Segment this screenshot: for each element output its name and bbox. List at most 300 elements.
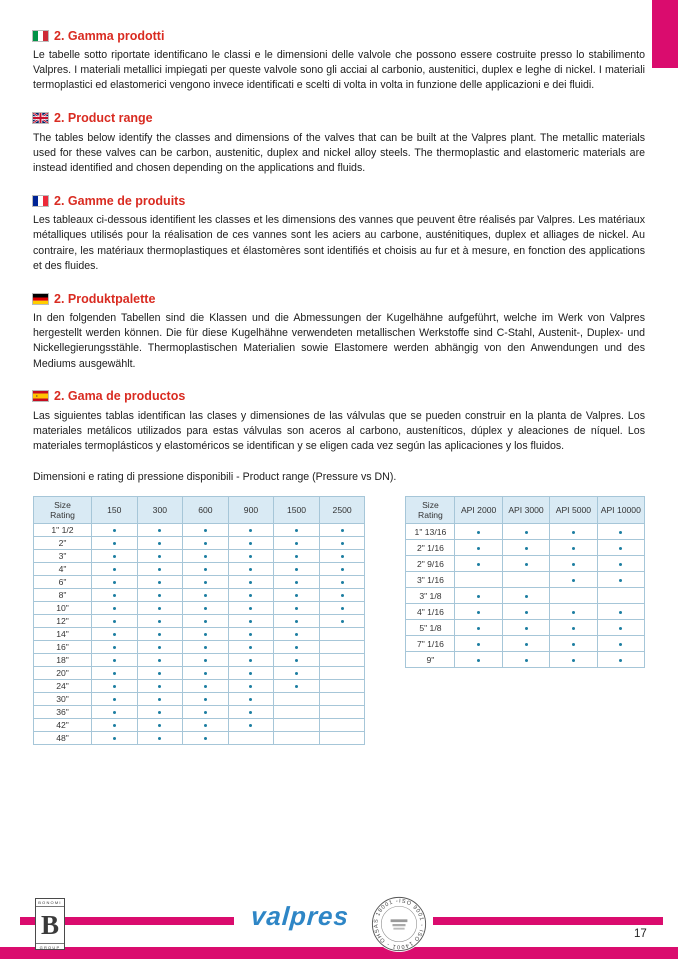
availability-cell	[274, 719, 320, 732]
availability-dot-icon	[619, 547, 622, 550]
ansi-pressure-class-table	[33, 496, 365, 745]
availability-cell	[502, 556, 549, 572]
class-column-header: API 5000	[550, 497, 597, 524]
availability-dot-icon	[204, 737, 207, 740]
availability-cell	[319, 524, 365, 537]
availability-dot-icon	[204, 672, 207, 675]
section-heading-french	[33, 193, 645, 208]
availability-dot-icon	[295, 620, 298, 623]
availability-dot-icon	[249, 529, 252, 532]
table-row	[34, 550, 365, 563]
availability-dot-icon	[295, 646, 298, 649]
availability-dot-icon	[158, 542, 161, 545]
availability-dot-icon	[158, 555, 161, 558]
size-label: 4" 1/16	[406, 604, 455, 620]
availability-cell	[228, 693, 274, 706]
availability-cell	[183, 550, 229, 563]
uk-flag-icon	[33, 113, 48, 123]
availability-dot-icon	[249, 711, 252, 714]
availability-cell	[597, 604, 644, 620]
availability-dot-icon	[525, 563, 528, 566]
availability-cell	[550, 636, 597, 652]
section-paragraph: Les tableaux ci-dessous identifient les classes et les dimensions des vannes que peuvent être réalisés par Valpres. Les matériaux métalliques utilisés pour la réalisation de ces vannes sont les aciers au carbone, austénitiques, duplex et alliages de nickel. Au contraire, les matériaux thermoplastiques et élastomères sont identifiés et choisis au fur et à mesure, en fonction des applications et des fluides.	[33, 214, 645, 272]
size-label: 10"	[34, 602, 92, 615]
availability-cell	[92, 706, 138, 719]
availability-dot-icon	[204, 646, 207, 649]
availability-cell	[274, 602, 320, 615]
availability-dot-icon	[158, 724, 161, 727]
availability-cell	[455, 588, 502, 604]
availability-cell	[183, 563, 229, 576]
class-column-header: API 2000	[455, 497, 502, 524]
table-row	[406, 556, 645, 572]
availability-cell	[502, 524, 549, 540]
availability-cell	[92, 576, 138, 589]
availability-dot-icon	[619, 643, 622, 646]
availability-cell	[92, 654, 138, 667]
availability-dot-icon	[204, 724, 207, 727]
availability-dot-icon	[477, 611, 480, 614]
availability-dot-icon	[204, 685, 207, 688]
availability-cell	[137, 719, 183, 732]
size-label: 18"	[34, 654, 92, 667]
availability-dot-icon	[158, 672, 161, 675]
availability-cell	[319, 628, 365, 641]
size-label: 20"	[34, 667, 92, 680]
availability-dot-icon	[113, 672, 116, 675]
table-row	[34, 706, 365, 719]
availability-cell	[550, 620, 597, 636]
size-label: 6"	[34, 576, 92, 589]
availability-cell	[319, 719, 365, 732]
availability-cell	[92, 563, 138, 576]
availability-cell	[502, 604, 549, 620]
availability-cell	[319, 550, 365, 563]
availability-cell	[183, 667, 229, 680]
availability-cell	[274, 628, 320, 641]
availability-cell	[274, 680, 320, 693]
availability-cell	[319, 615, 365, 628]
section-paragraph: The tables below identify the classes and dimensions of the valves that can be built at the Valpres plant. The metallic materials used for these valves can be carbon, austenitic, duplex and nickel alloy steels. The thermoplastic and elastomeric materials are instead identified and chosen depending on the applications and fluids.	[33, 131, 645, 175]
availability-dot-icon	[204, 542, 207, 545]
italy-flag-icon	[33, 31, 48, 41]
availability-dot-icon	[295, 568, 298, 571]
availability-cell	[274, 693, 320, 706]
availability-dot-icon	[572, 531, 575, 534]
table-row	[406, 540, 645, 556]
size-label: 2" 9/16	[406, 556, 455, 572]
availability-cell	[183, 524, 229, 537]
size-label: 7" 1/16	[406, 636, 455, 652]
availability-cell	[597, 652, 644, 668]
table-row	[34, 589, 365, 602]
availability-dot-icon	[341, 620, 344, 623]
section-paragraph: Le tabelle sotto riportate identificano le classi e le dimensioni delle valvole che possono essere costruite presso lo stabilimento Valpres. I materiali metallici impiegati per queste valvole sono gli acciai al carbonio, austenitici, duplex e leghe di nickel. I materiali termoplastici ed elastomerici vengono invece identificati e scelti di volta in volta in funzione delle applicazioni e dei fluidi.	[33, 49, 645, 92]
availability-dot-icon	[525, 659, 528, 662]
availability-cell	[137, 524, 183, 537]
table-row	[34, 524, 365, 537]
availability-dot-icon	[158, 659, 161, 662]
availability-dot-icon	[158, 737, 161, 740]
availability-cell	[597, 524, 644, 540]
size-label: 3"	[34, 550, 92, 563]
availability-dot-icon	[113, 542, 116, 545]
availability-dot-icon	[158, 685, 161, 688]
availability-cell	[137, 693, 183, 706]
availability-cell	[137, 615, 183, 628]
availability-dot-icon	[525, 595, 528, 598]
availability-dot-icon	[204, 555, 207, 558]
availability-dot-icon	[113, 529, 116, 532]
availability-cell	[183, 576, 229, 589]
availability-cell	[550, 572, 597, 588]
availability-dot-icon	[295, 594, 298, 597]
availability-cell	[137, 537, 183, 550]
availability-cell	[550, 556, 597, 572]
availability-dot-icon	[204, 659, 207, 662]
availability-cell	[319, 563, 365, 576]
class-column-header: 900	[228, 497, 274, 524]
availability-dot-icon	[158, 698, 161, 701]
availability-cell	[183, 537, 229, 550]
availability-cell	[92, 524, 138, 537]
page-content	[33, 28, 645, 745]
availability-cell	[502, 652, 549, 668]
size-label: 8"	[34, 589, 92, 602]
availability-dot-icon	[295, 672, 298, 675]
availability-dot-icon	[158, 607, 161, 610]
availability-cell	[137, 667, 183, 680]
availability-cell	[183, 719, 229, 732]
availability-cell	[228, 576, 274, 589]
availability-dot-icon	[158, 646, 161, 649]
section-heading-german	[33, 291, 645, 306]
availability-cell	[92, 602, 138, 615]
table-row	[406, 524, 645, 540]
availability-dot-icon	[249, 659, 252, 662]
availability-dot-icon	[249, 724, 252, 727]
availability-dot-icon	[249, 542, 252, 545]
availability-cell	[274, 641, 320, 654]
availability-dot-icon	[525, 547, 528, 550]
availability-dot-icon	[477, 547, 480, 550]
availability-cell	[455, 636, 502, 652]
availability-cell	[274, 563, 320, 576]
availability-dot-icon	[249, 698, 252, 701]
availability-dot-icon	[113, 685, 116, 688]
availability-cell	[228, 667, 274, 680]
class-column-header: 150	[92, 497, 138, 524]
bottom-accent-strip	[0, 947, 678, 959]
availability-dot-icon	[477, 531, 480, 534]
bonomi-group-logo	[35, 898, 65, 950]
availability-cell	[228, 563, 274, 576]
availability-dot-icon	[295, 555, 298, 558]
section-title: 2. Gamma prodotti	[54, 28, 165, 43]
availability-dot-icon	[249, 620, 252, 623]
availability-cell	[597, 620, 644, 636]
availability-dot-icon	[204, 633, 207, 636]
availability-dot-icon	[249, 607, 252, 610]
availability-cell	[502, 588, 549, 604]
availability-dot-icon	[158, 711, 161, 714]
availability-cell	[137, 680, 183, 693]
table-row	[406, 620, 645, 636]
table-row	[34, 719, 365, 732]
section-heading-italian	[33, 28, 645, 43]
availability-dot-icon	[341, 594, 344, 597]
certification-seal-icon	[371, 896, 427, 952]
availability-dot-icon	[204, 568, 207, 571]
size-label: 12"	[34, 615, 92, 628]
availability-cell	[550, 604, 597, 620]
availability-cell	[502, 572, 549, 588]
availability-cell	[319, 680, 365, 693]
availability-dot-icon	[113, 737, 116, 740]
availability-dot-icon	[295, 685, 298, 688]
section-title: 2. Produktpalette	[54, 291, 156, 306]
availability-cell	[92, 628, 138, 641]
table-row	[34, 628, 365, 641]
section-paragraph: In den folgenden Tabellen sind die Klassen und die Abmessungen der Kugelhähne aufgeführt, welche im Werk von Valpres hergestellt werden können. Die für diese Kugelhähne verwendeten metallischen Werkstoffe sind C-Stahl, Austenit-, Duplex- und Nickellegierungsstähle. Thermoplastischen Materialien sowie Elastomere werden abhängig von den Anwendungen und des Mediums ausgewählt.	[33, 312, 645, 370]
availability-cell	[319, 667, 365, 680]
size-label: 36"	[34, 706, 92, 719]
table-row	[34, 537, 365, 550]
availability-cell	[274, 589, 320, 602]
availability-cell	[92, 732, 138, 745]
availability-dot-icon	[158, 581, 161, 584]
table-row	[34, 641, 365, 654]
availability-dot-icon	[249, 646, 252, 649]
availability-dot-icon	[204, 711, 207, 714]
availability-cell	[319, 693, 365, 706]
page-number: 17	[634, 928, 647, 940]
availability-dot-icon	[341, 568, 344, 571]
table-row	[406, 652, 645, 668]
size-label: 4"	[34, 563, 92, 576]
availability-dot-icon	[341, 542, 344, 545]
section-title: 2. Gamme de produits	[54, 193, 186, 208]
availability-dot-icon	[341, 581, 344, 584]
availability-dot-icon	[113, 698, 116, 701]
availability-cell	[228, 706, 274, 719]
availability-cell	[274, 576, 320, 589]
availability-cell	[228, 524, 274, 537]
size-label: 2"	[34, 537, 92, 550]
table-row	[34, 563, 365, 576]
availability-cell	[228, 719, 274, 732]
availability-cell	[137, 550, 183, 563]
availability-cell	[92, 537, 138, 550]
availability-cell	[274, 706, 320, 719]
availability-dot-icon	[572, 643, 575, 646]
table-row	[406, 604, 645, 620]
class-column-header: API 3000	[502, 497, 549, 524]
availability-dot-icon	[619, 611, 622, 614]
availability-cell	[274, 537, 320, 550]
availability-dot-icon	[249, 685, 252, 688]
availability-dot-icon	[249, 633, 252, 636]
valpres-logo: valpres	[246, 901, 354, 932]
availability-dot-icon	[341, 607, 344, 610]
spain-flag-icon	[33, 391, 48, 401]
size-label: 2" 1/16	[406, 540, 455, 556]
size-label: 24"	[34, 680, 92, 693]
availability-cell	[137, 602, 183, 615]
tables-caption: Dimensioni e rating di pressione disponibili - Product range (Pressure vs DN).	[33, 471, 397, 484]
availability-cell	[274, 550, 320, 563]
availability-cell	[319, 654, 365, 667]
section-title: 2. Product range	[54, 111, 153, 126]
availability-dot-icon	[113, 711, 116, 714]
availability-dot-icon	[204, 529, 207, 532]
table-row	[34, 615, 365, 628]
availability-dot-icon	[619, 563, 622, 566]
availability-dot-icon	[525, 627, 528, 630]
availability-cell	[550, 588, 597, 604]
size-label: 1" 13/16	[406, 524, 455, 540]
availability-dot-icon	[113, 659, 116, 662]
table-row	[34, 693, 365, 706]
availability-cell	[183, 693, 229, 706]
corner-accent-block	[652, 0, 678, 68]
availability-cell	[455, 652, 502, 668]
availability-cell	[597, 556, 644, 572]
germany-flag-icon	[33, 294, 48, 304]
availability-cell	[137, 628, 183, 641]
section-french	[33, 193, 645, 274]
availability-cell	[597, 540, 644, 556]
class-column-header: 300	[137, 497, 183, 524]
availability-cell	[228, 550, 274, 563]
availability-dot-icon	[158, 568, 161, 571]
section-spanish	[33, 389, 645, 455]
availability-dot-icon	[158, 594, 161, 597]
availability-cell	[137, 589, 183, 602]
availability-cell	[137, 563, 183, 576]
availability-dot-icon	[619, 659, 622, 662]
availability-cell	[92, 641, 138, 654]
table-row	[34, 680, 365, 693]
availability-dot-icon	[295, 581, 298, 584]
france-flag-icon	[33, 196, 48, 206]
availability-dot-icon	[295, 659, 298, 662]
availability-cell	[92, 550, 138, 563]
bonomi-logo-bottom-text: GROUP	[36, 943, 64, 951]
availability-dot-icon	[525, 643, 528, 646]
availability-cell	[228, 602, 274, 615]
size-label: 5" 1/8	[406, 620, 455, 636]
availability-cell	[274, 667, 320, 680]
availability-cell	[228, 537, 274, 550]
table-row	[34, 732, 365, 745]
availability-cell	[502, 620, 549, 636]
section-paragraph: Las siguientes tablas identifican las clases y dimensiones de las válvulas que se pueden construir en la planta de Valpres. Los materiales metálicos utilizados para estas válvulas son aceros al carbono, austeníticos, dúplex y aleaciones de níquel. Los materiales termoplásticos y elastoméricos se identifican y se eligen cada vez según las aplicaciones y los fluidos.	[33, 409, 645, 453]
table-row	[34, 576, 365, 589]
availability-dot-icon	[204, 581, 207, 584]
availability-dot-icon	[572, 627, 575, 630]
availability-dot-icon	[158, 529, 161, 532]
size-rating-corner-header: Size Rating	[406, 497, 455, 524]
bonomi-logo-top-text: BONOMI	[36, 899, 64, 907]
availability-cell	[319, 576, 365, 589]
size-label: 14"	[34, 628, 92, 641]
availability-dot-icon	[572, 579, 575, 582]
availability-dot-icon	[113, 633, 116, 636]
availability-cell	[274, 615, 320, 628]
availability-dot-icon	[113, 724, 116, 727]
availability-dot-icon	[341, 555, 344, 558]
availability-dot-icon	[113, 555, 116, 558]
size-label: 16"	[34, 641, 92, 654]
availability-dot-icon	[249, 568, 252, 571]
availability-cell	[502, 636, 549, 652]
availability-dot-icon	[477, 627, 480, 630]
availability-cell	[137, 732, 183, 745]
availability-cell	[319, 602, 365, 615]
availability-cell	[455, 556, 502, 572]
availability-dot-icon	[204, 698, 207, 701]
availability-cell	[228, 641, 274, 654]
availability-dot-icon	[619, 627, 622, 630]
availability-cell	[274, 732, 320, 745]
section-german	[33, 291, 645, 372]
availability-cell	[228, 615, 274, 628]
availability-cell	[550, 524, 597, 540]
availability-dot-icon	[249, 594, 252, 597]
availability-cell	[455, 620, 502, 636]
availability-cell	[137, 576, 183, 589]
size-label: 9"	[406, 652, 455, 668]
availability-cell	[183, 602, 229, 615]
availability-tables	[33, 496, 645, 745]
availability-dot-icon	[619, 531, 622, 534]
table-row	[34, 654, 365, 667]
availability-cell	[274, 524, 320, 537]
availability-dot-icon	[572, 611, 575, 614]
availability-dot-icon	[295, 542, 298, 545]
size-label: 3" 1/16	[406, 572, 455, 588]
availability-cell	[228, 732, 274, 745]
availability-cell	[319, 732, 365, 745]
section-english	[33, 111, 645, 177]
availability-cell	[597, 588, 644, 604]
availability-dot-icon	[341, 529, 344, 532]
availability-cell	[455, 572, 502, 588]
availability-cell	[597, 572, 644, 588]
availability-cell	[550, 652, 597, 668]
class-column-header: API 10000	[597, 497, 644, 524]
availability-dot-icon	[525, 531, 528, 534]
availability-dot-icon	[113, 594, 116, 597]
availability-cell	[228, 680, 274, 693]
availability-cell	[92, 615, 138, 628]
availability-cell	[550, 540, 597, 556]
availability-cell	[137, 654, 183, 667]
availability-cell	[183, 641, 229, 654]
seal-ring-text: ISO 9001 - ISO 14001 - OHSAS 18001 -	[373, 898, 425, 950]
availability-dot-icon	[295, 529, 298, 532]
availability-dot-icon	[158, 633, 161, 636]
availability-cell	[228, 654, 274, 667]
availability-cell	[137, 706, 183, 719]
size-label: 48"	[34, 732, 92, 745]
class-column-header: 600	[183, 497, 229, 524]
availability-dot-icon	[113, 607, 116, 610]
size-label: 1" 1/2	[34, 524, 92, 537]
availability-cell	[597, 636, 644, 652]
availability-cell	[92, 693, 138, 706]
